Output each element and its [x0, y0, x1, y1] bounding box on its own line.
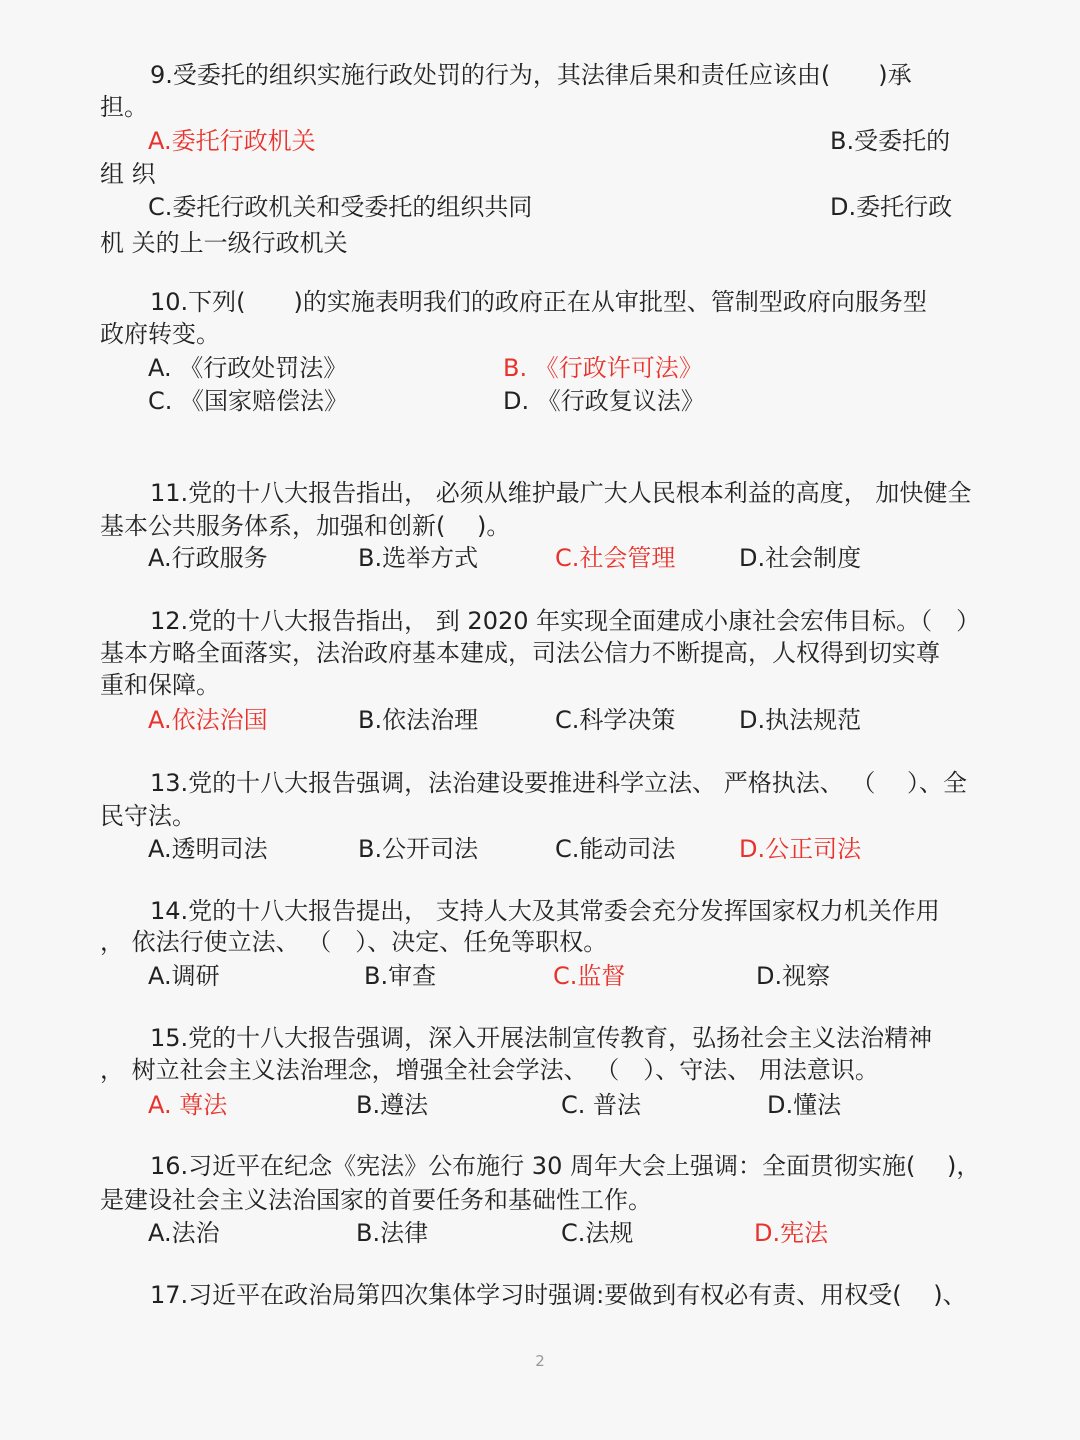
question-14-stem-line-1: 14.党的十八大报告提出， 支持人大及其常委会充分发挥国家权力机关作用 [150, 897, 940, 925]
question-16-option-b: B.法律 [356, 1219, 429, 1247]
question-13-stem-line-2: 民守法。 [100, 802, 196, 830]
question-12-stem-line-3: 重和保障。 [100, 671, 220, 699]
question-11-option-b: B.选举方式 [358, 544, 479, 572]
question-13-option-d: D.公正司法 [739, 835, 862, 863]
question-15-option-b: B.遵法 [356, 1091, 429, 1119]
question-14-option-d: D.视察 [756, 962, 831, 990]
question-12-option-d: D.执法规范 [739, 706, 862, 734]
question-10-stem-line-1: 10.下列( )的实施表明我们的政府正在从审批型、管制型政府向服务型 [150, 288, 927, 316]
question-11-option-a: A.行政服务 [148, 544, 268, 572]
question-11-option-d: D.社会制度 [739, 544, 862, 572]
question-9-stem-line-2: 担。 [100, 93, 148, 121]
question-14-option-b: B.审查 [364, 962, 437, 990]
question-9-option-c: C.委托行政机关和受委托的组织共同 [148, 193, 533, 221]
question-14-stem-line-2: ， 依法行使立法、 （ ）、决定、任免等职权。 [100, 928, 608, 956]
question-9-stem-line-1: 9.受委托的组织实施行政处罚的行为，其法律后果和责任应该由( )承 [150, 61, 912, 89]
question-15-option-d: D.懂法 [767, 1091, 842, 1119]
question-16-stem-line-2: 是建设社会主义法治国家的首要任务和基础性工作。 [100, 1186, 652, 1214]
question-11-stem-line-1: 11.党的十八大报告指出， 必须从维护最广大人民根本利益的高度， 加快健全 [150, 479, 972, 507]
question-10-option-c: C. 《国家赔偿法》 [148, 387, 349, 415]
question-13-option-a: A.透明司法 [148, 835, 268, 863]
question-15-stem-line-2: ， 树立社会主义法治理念，增强全社会学法、 （ ）、守法、 用法意识。 [100, 1056, 879, 1084]
question-9-option-d: D.委托行政 [830, 193, 953, 221]
question-16-option-c: C.法规 [561, 1219, 634, 1247]
question-9-option-a: A.委托行政机关 [148, 127, 316, 155]
question-11-stem-line-2: 基本公共服务体系，加强和创新( )。 [100, 512, 511, 540]
question-10-stem-line-2: 政府转变。 [100, 320, 220, 348]
question-14-option-c: C.监督 [553, 962, 626, 990]
question-12-option-a: A.依法治国 [148, 706, 268, 734]
question-9-option-d-continued: 机 关的上一级行政机关 [100, 229, 348, 257]
question-9-option-b: B.受委托的 [830, 127, 951, 155]
question-12-stem-line-2: 基本方略全面落实，法治政府基本建成，司法公信力不断提高，人权得到切实尊 [100, 639, 940, 667]
question-10-option-a: A. 《行政处罚法》 [148, 354, 348, 382]
question-15-option-c: C. 普法 [561, 1091, 642, 1119]
question-16-option-a: A.法治 [148, 1219, 220, 1247]
question-15-stem-line-1: 15.党的十八大报告强调，深入开展法制宣传教育，弘扬社会主义法治精神 [150, 1024, 933, 1052]
question-9-option-b-continued: 组 织 [100, 160, 156, 188]
question-13-stem-line-1: 13.党的十八大报告强调，法治建设要推进科学立法、 严格执法、 （ ）、全 [150, 769, 968, 797]
question-13-option-b: B.公开司法 [358, 835, 479, 863]
question-14-option-a: A.调研 [148, 962, 220, 990]
question-10-option-b: B. 《行政许可法》 [503, 354, 703, 382]
question-12-option-c: C.科学决策 [555, 706, 676, 734]
question-12-option-b: B.依法治理 [358, 706, 479, 734]
question-17-stem-line-1: 17.习近平在政治局第四次集体学习时强调:要做到有权必有责、用权受( )、 [150, 1281, 967, 1309]
question-11-option-c: C.社会管理 [555, 544, 676, 572]
question-16-stem-line-1: 16.习近平在纪念《宪法》公布施行 30 周年大会上强调：全面贯彻实施( )， [150, 1152, 981, 1180]
question-16-option-d: D.宪法 [754, 1219, 829, 1247]
question-12-stem-line-1: 12.党的十八大报告指出， 到 2020 年实现全面建成小康社会宏伟目标。（ ） [150, 607, 981, 635]
page-number: 2 [535, 1352, 545, 1370]
question-13-option-c: C.能动司法 [555, 835, 676, 863]
question-10-option-d: D. 《行政复议法》 [503, 387, 705, 415]
question-15-option-a: A. 尊法 [148, 1091, 228, 1119]
